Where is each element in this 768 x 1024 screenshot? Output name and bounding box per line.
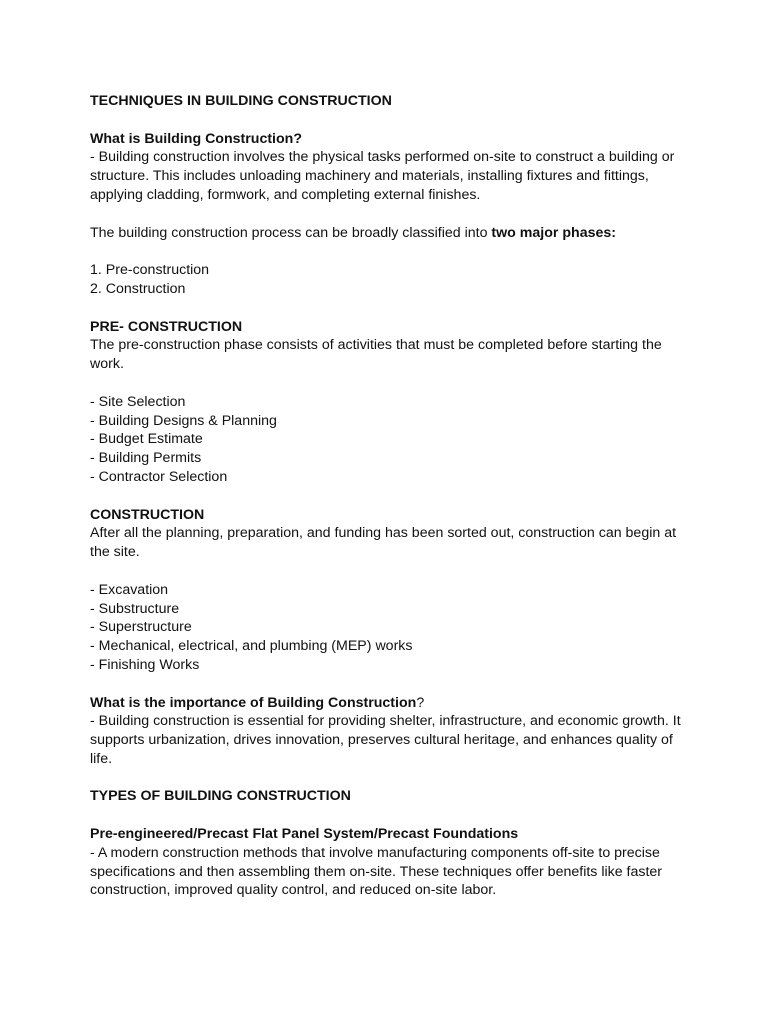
process-bold: two major phases: — [491, 224, 616, 241]
importance-line-2: supports urbanization, drives innovation, preserves cultural heritage, and enhances quality of — [90, 732, 673, 749]
construction-line-1: After all the planning, preparation, and funding has been sorted out, construction can begin at — [90, 525, 677, 542]
list-item: - Building Permits — [90, 450, 202, 467]
list-item: - Site Selection — [90, 393, 186, 410]
types-line-1: - A modern construction methods that involve manufacturing components off-site to precise — [90, 844, 660, 861]
what-is-line-3: applying cladding, formwork, and completing external finishes. — [90, 186, 481, 203]
list-item: - Contractor Selection — [90, 468, 228, 485]
pre-construction-heading: PRE- CONSTRUCTION — [90, 318, 243, 335]
spacer — [90, 205, 678, 224]
list-item: - Budget Estimate — [90, 431, 203, 448]
spacer — [90, 487, 678, 506]
what-is-heading: What is Building Construction? — [90, 130, 303, 147]
importance-heading — [90, 694, 678, 713]
construction-line-2: the site. — [90, 544, 140, 561]
spacer — [90, 242, 678, 261]
process-sentence — [90, 224, 678, 243]
spacer — [90, 374, 678, 393]
spacer — [90, 769, 678, 788]
pre-construction-line-2: work. — [90, 356, 124, 373]
types-heading: TYPES OF BUILDING CONSTRUCTION — [90, 788, 351, 805]
phases-list — [90, 261, 678, 299]
importance-line-1: - Building construction is essential for providing shelter, infrastructure, and economic growth. It — [90, 713, 681, 730]
list-item: - Mechanical, electrical, and plumbing (MEP) works — [90, 638, 413, 655]
construction-heading: CONSTRUCTION — [90, 506, 205, 523]
spacer — [90, 806, 678, 825]
list-item: - Finishing Works — [90, 656, 200, 673]
importance-heading-tail: ? — [416, 694, 425, 711]
importance-line-3: life. — [90, 750, 113, 767]
what-is-line-1: - Building construction involves the physical tasks performed on-site to construct a building or — [90, 149, 675, 166]
list-item: - Building Designs & Planning — [90, 412, 277, 429]
types-line-3: construction, improved quality control, and reduced on-site labor. — [90, 882, 497, 899]
construction-list — [90, 581, 678, 675]
pre-construction-line-1: The pre-construction phase consists of activities that must be completed before starting the — [90, 337, 662, 354]
pre-construction-list — [90, 393, 678, 487]
list-item: - Superstructure — [90, 619, 192, 636]
phase-item: 2. Construction — [90, 280, 186, 297]
types-line-2: specifications and then assembling them on-site. These techniques offer benefits like faster — [90, 863, 663, 880]
process-text: The building construction process can be broadly classified into — [90, 224, 492, 241]
spacer — [90, 111, 678, 130]
spacer — [90, 299, 678, 318]
document-title: TECHNIQUES IN BUILDING CONSTRUCTION — [90, 93, 392, 109]
types-sub-heading: Pre-engineered/Precast Flat Panel System/Precast Foundations — [90, 826, 519, 843]
spacer — [90, 675, 678, 694]
phase-item: 1. Pre-construction — [90, 262, 210, 279]
importance-heading-bold: What is the importance of Building Construction — [90, 694, 417, 711]
spacer — [90, 562, 678, 581]
list-item: - Substructure — [90, 600, 180, 617]
what-is-line-2: structure. This includes unloading machinery and materials, installing fixtures and fittings, — [90, 168, 649, 185]
list-item: - Excavation — [90, 581, 169, 598]
